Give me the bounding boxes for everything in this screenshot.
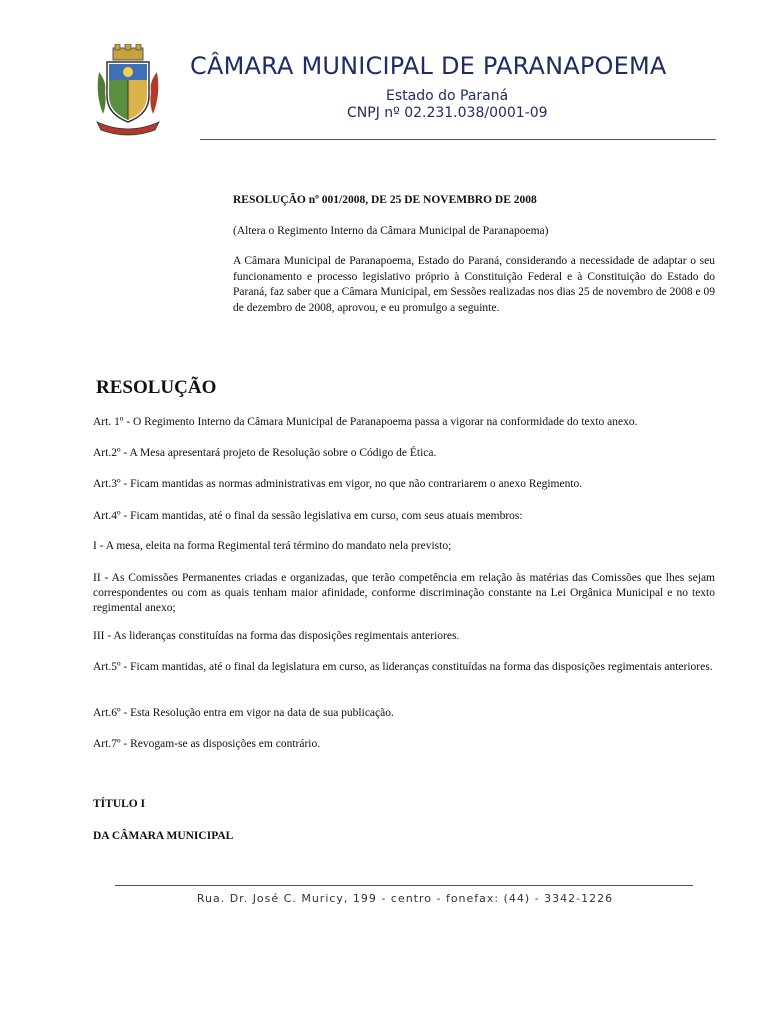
resolution-preamble: A Câmara Municipal de Paranapoema, Estado do Paraná, considerando a necessidade de adaptar o seu funcionamento e processo legislativo próprio à Constituição Federal e à Constituição do Estado do Paraná, faz saber que a Câmara Municipal, em Sessões realizadas nos dias 25 de novembro de 2008 e 09 de dezembro de 2008, aprovou, e eu promulgo a seguinte. (233, 255, 715, 314)
article-4-item-i: I - A mesa, eleita na forma Regimental terá término do mandato nela previsto; (93, 540, 452, 552)
institution-cnpj: CNPJ nº 02.231.038/0001-09 (347, 105, 548, 121)
article-6: Art.6º - Esta Resolução entra em vigor na data de sua publicação. (93, 707, 394, 719)
title-heading: TÍTULO I (93, 798, 146, 810)
article-4: Art.4º - Ficam mantidas, até o final da sessão legislativa em curso, com seus atuais membros: (93, 510, 523, 522)
article-4-item-iii: III - As lideranças constituídas na forma das disposições regimentais anteriores. (93, 630, 460, 642)
article-7: Art.7º - Revogam-se as disposições em contrário. (93, 738, 321, 750)
article-5: Art.5º - Ficam mantidas, até o final da legislatura em curso, as lideranças constituídas na forma das disposições regimentais anteriores. (93, 661, 713, 673)
chapter-heading: DA CÂMARA MUNICIPAL (93, 830, 234, 842)
footer-divider (115, 885, 693, 886)
resolution-title: RESOLUÇÃO nº 001/2008, DE 25 DE NOVEMBRO DE 2008 (233, 194, 537, 206)
resolution-ementa: (Altera o Regimento Interno da Câmara Municipal de Paranapoema) (233, 225, 549, 237)
institution-title: CÂMARA MUNICIPAL DE PARANAPOEMA (190, 52, 667, 80)
article-4-item-ii: II - As Comissões Permanentes criadas e organizadas, que terão competência em relação às matérias das Comissões que lhes sejam correspondentes ou com as quais tenham maior afinidade, conforme discriminação constante na Lei Orgânica Municipal e no texto regimental anexo; (93, 572, 715, 614)
article-1: Art. 1º - O Regimento Interno da Câmara Municipal de Paranapoema passa a vigorar na conformidade do texto anexo. (93, 416, 638, 428)
footer-address: Rua. Dr. José C. Muricy, 199 - centro - fonefax: (44) - 3342-1226 (196, 892, 614, 905)
article-3: Art.3º - Ficam mantidas as normas administrativas em vigor, no que não contrariarem o anexo Regimento. (93, 478, 583, 490)
section-heading: RESOLUÇÃO (96, 377, 217, 398)
header-divider (200, 139, 716, 140)
municipal-coat-of-arms-icon (93, 44, 163, 136)
institution-state: Estado do Paraná (386, 88, 509, 104)
article-2: Art.2º - A Mesa apresentará projeto de Resolução sobre o Código de Ética. (93, 447, 437, 459)
